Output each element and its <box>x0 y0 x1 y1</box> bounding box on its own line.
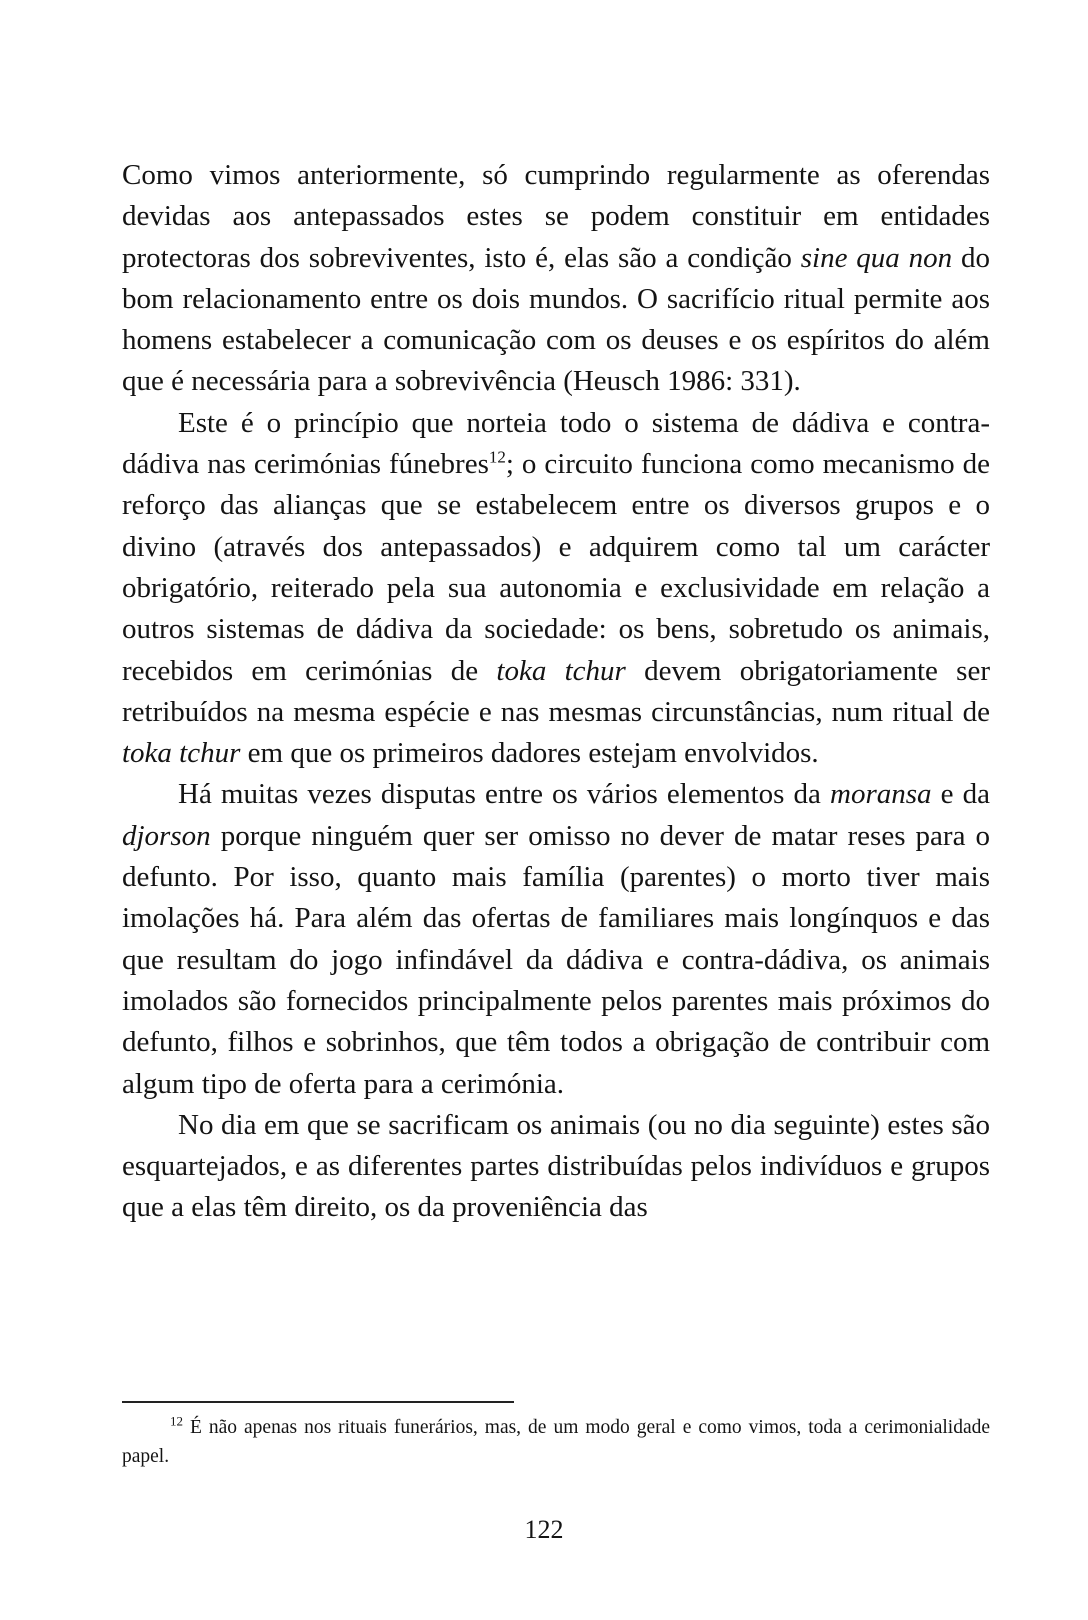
text-run: ; o circuito funciona como mecanismo de reforço das alianças que se estabelecem entre os diversos grupos e o divino (através dos antepassados) e adquirem como tal um carácter obrigatório, reiterado pela sua autonomia e exclusividade em relação a outros sistemas de dádiva da sociedade: os bens, sobretudo os animais, recebidos em cerimónias de <box>122 448 991 687</box>
italic-term: moransa <box>830 778 932 811</box>
paragraph <box>122 774 990 1104</box>
paragraph <box>122 155 990 403</box>
text-run: devem obrigatoriamente ser retribuídos na mesma espécie e nas mesmas circunstâncias, num ritual de <box>122 654 990 728</box>
body-text <box>122 155 990 1229</box>
text-run: e da <box>931 778 990 811</box>
footnote-reference: 12 <box>488 447 506 467</box>
italic-term: djorson <box>122 819 211 852</box>
text-run: Este é o princípio que norteia todo o sistema de dádiva e contra-dádiva nas cerimónias fúnebres <box>122 406 990 481</box>
paragraph <box>122 403 990 775</box>
text-run: No dia em que se sacrificam os animais (ou no dia seguinte) estes são esquartejados, e as diferentes partes distribuídas pelos indivíduos e grupos que a elas têm direito, os da proveniência das <box>122 1108 990 1224</box>
text-run: Há muitas vezes disputas entre os vários elementos da <box>178 778 831 811</box>
footnote-separator <box>122 1401 514 1403</box>
footnote <box>122 1413 990 1471</box>
text-run: em que os primeiros dadores estejam envolvidos. <box>240 737 819 770</box>
footnote-text: É não apenas nos rituais funerários, mas, de um modo geral e como vimos, toda a cerimonialidade papel. <box>122 1417 990 1467</box>
italic-term: sine qua non <box>800 241 953 274</box>
text-run: Como vimos anteriormente, só cumprindo regularmente as oferendas devidas aos antepassados estes se podem constituir em entidades protectoras dos sobreviventes, isto é, elas são a condição <box>122 159 990 274</box>
paragraph <box>122 1105 990 1229</box>
page-number: 122 <box>524 1515 564 1544</box>
text-run: do bom relacionamento entre os dois mundos. O sacrifício ritual permite aos homens estabelecer a comunicação com os deuses e os espíritos do além que é necessária para a sobrevivência (Heusch 1986: 331). <box>122 241 991 398</box>
italic-term: toka tchur <box>122 737 241 770</box>
footnote-marker: 12 <box>170 1413 183 1429</box>
italic-term: toka tchur <box>496 654 626 687</box>
text-run: porque ninguém quer ser omisso no dever de matar reses para o defunto. Por isso, quanto mais família (parentes) o morto tiver mais imolações há. Para além das ofertas de familiares mais longínquos e das que resultam do jogo infindável da dádiva e contra-dádiva, os animais imolados são fornecidos principalmente pelos parentes mais próximos do defunto, filhos e sobrinhos, que têm todos a obrigação de contribuir com algum tipo de oferta para a cerimónia. <box>122 819 990 1100</box>
